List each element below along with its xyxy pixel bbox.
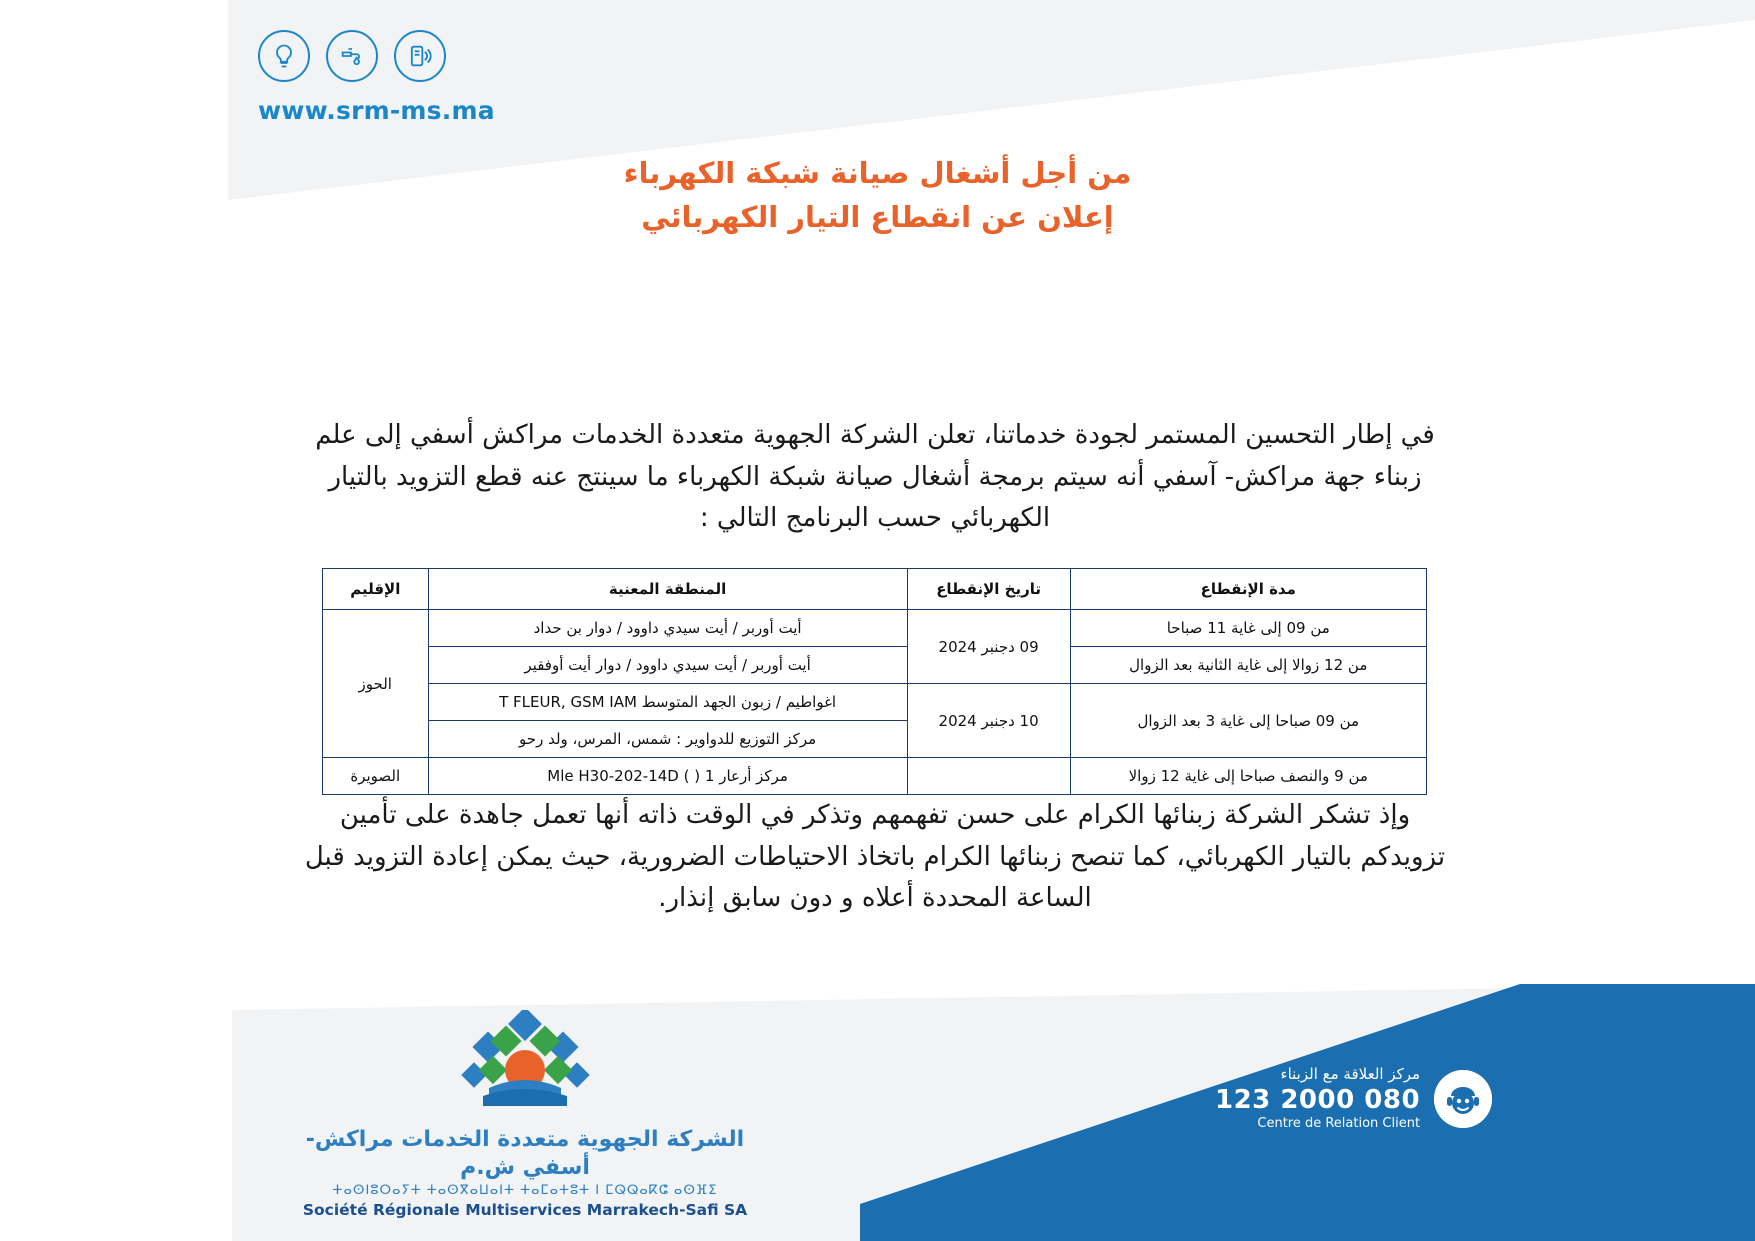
outro-paragraph: وإذ تشكر الشركة زبنائها الكرام على حسن تفهمهم وتذكر في الوقت ذاته أنها تعمل جاهدة على تأمين تزويدكم بالتيار الكهربائي، كما تنصح زبنائها الكرام باتخاذ الاحتياطات الضرورية، حيث يمكن إعادة التزويد قبل الساعة المحددة أعلاه و دون سابق إنذار. bbox=[304, 800, 1446, 914]
lightbulb-icon bbox=[258, 30, 310, 82]
table-header-row bbox=[323, 569, 1427, 610]
client-relation-center bbox=[1215, 1065, 1492, 1133]
cell-date: 10 دجنبر 2024 bbox=[907, 684, 1070, 758]
cell-duration: من 12 زوالا إلى غاية الثانية بعد الزوال bbox=[1070, 647, 1426, 684]
contact-text-block bbox=[1215, 1065, 1420, 1133]
cell-zone: أيت أوربر / أيت سيدي داوود / دوار أيت أوفقير bbox=[428, 647, 907, 684]
title-line-1: من أجل أشغال صيانة شبكة الكهرباء bbox=[623, 156, 1132, 190]
srm-logo-block bbox=[300, 1010, 750, 1219]
title-line-2: إعلان عن انقطاع التيار الكهربائي bbox=[641, 199, 1114, 234]
contact-label-ar: مركز العلاقة مع الزبناء bbox=[1280, 1065, 1421, 1083]
table-row bbox=[323, 758, 1427, 795]
header-zone: المنطقة المعنية bbox=[428, 569, 907, 610]
cell-zone: أيت أوربر / أيت سيدي داوود / دوار بن حداد bbox=[428, 610, 907, 647]
table-row bbox=[323, 647, 1427, 684]
cell-duration: من 09 صباحا إلى غاية 3 بعد الزوال bbox=[1070, 684, 1426, 758]
srm-logo-tifinagh: ⵜⴰⵙⵏⵓⵔⴰⵢⵜ ⵜⴰⵙⴳⴰⵡⴰⵏⵜ ⵜⴰⵎⴰⵜⵓⵜ ⵏ ⵎⵕⵕⴰⴽⵛ ⴰⵙⴼⵉ bbox=[332, 1183, 718, 1198]
header-duration: مدة الإنقطاع bbox=[1070, 569, 1426, 610]
header-province: الإقليم bbox=[323, 569, 429, 610]
header-brand-block bbox=[258, 30, 518, 125]
cell-duration: من 09 إلى غاية 11 صباحا bbox=[1070, 610, 1426, 647]
table-row bbox=[323, 610, 1427, 647]
cell-zone: مركز التوزيع للدواوير : شمس، المرس، ولد رحو bbox=[428, 721, 907, 758]
srm-logo-icon bbox=[453, 1010, 598, 1120]
cell-province: الحوز bbox=[323, 610, 429, 758]
meter-signal-icon bbox=[394, 30, 446, 82]
cell-zone: مركز أرعار 1 ( ) Mle H30-202-14D bbox=[428, 758, 907, 795]
table-row bbox=[323, 684, 1427, 721]
service-icons-row bbox=[258, 30, 518, 82]
cell-date bbox=[907, 758, 1070, 795]
outage-schedule-table bbox=[322, 568, 1427, 795]
water-tap-icon bbox=[326, 30, 378, 82]
bottom-left-white-block bbox=[0, 984, 232, 1241]
support-agent-icon bbox=[1434, 1070, 1492, 1128]
cell-zone: اغواطيم / زبون الجهد المتوسط T FLEUR, GSM IAM bbox=[428, 684, 907, 721]
srm-logo-arabic: الشركة الجهوية متعددة الخدمات مراكش- أسفي ش.م bbox=[305, 1127, 745, 1180]
cell-date: 09 دجنبر 2024 bbox=[907, 610, 1070, 684]
cell-duration: من 9 والنصف صباحا إلى غاية 12 زوالا bbox=[1070, 758, 1426, 795]
contact-phone-number: 080 2000 123 bbox=[1215, 1084, 1421, 1115]
srm-logo-french: Société Régionale Multiservices Marrakech-Safi SA bbox=[302, 1201, 748, 1219]
header-date: تاريخ الإنقطاع bbox=[907, 569, 1070, 610]
website-url[interactable]: www.srm-ms.ma bbox=[258, 96, 495, 125]
intro-paragraph: في إطار التحسين المستمر لجودة خدماتنا، تعلن الشركة الجهوية متعددة الخدمات مراكش أسفي إلى علم زبناء جهة مراكش- آسفي أنه سيتم برمجة أشغال صيانة شبكة الكهرباء ما سينتج عنه قطع التزويد بالتيار الكهربائي حسب البرنامج التالي : bbox=[315, 420, 1435, 534]
contact-label-fr: Centre de Relation Client bbox=[1257, 1116, 1421, 1132]
cell-province: الصويرة bbox=[323, 758, 429, 795]
announcement-titles bbox=[0, 152, 1755, 239]
